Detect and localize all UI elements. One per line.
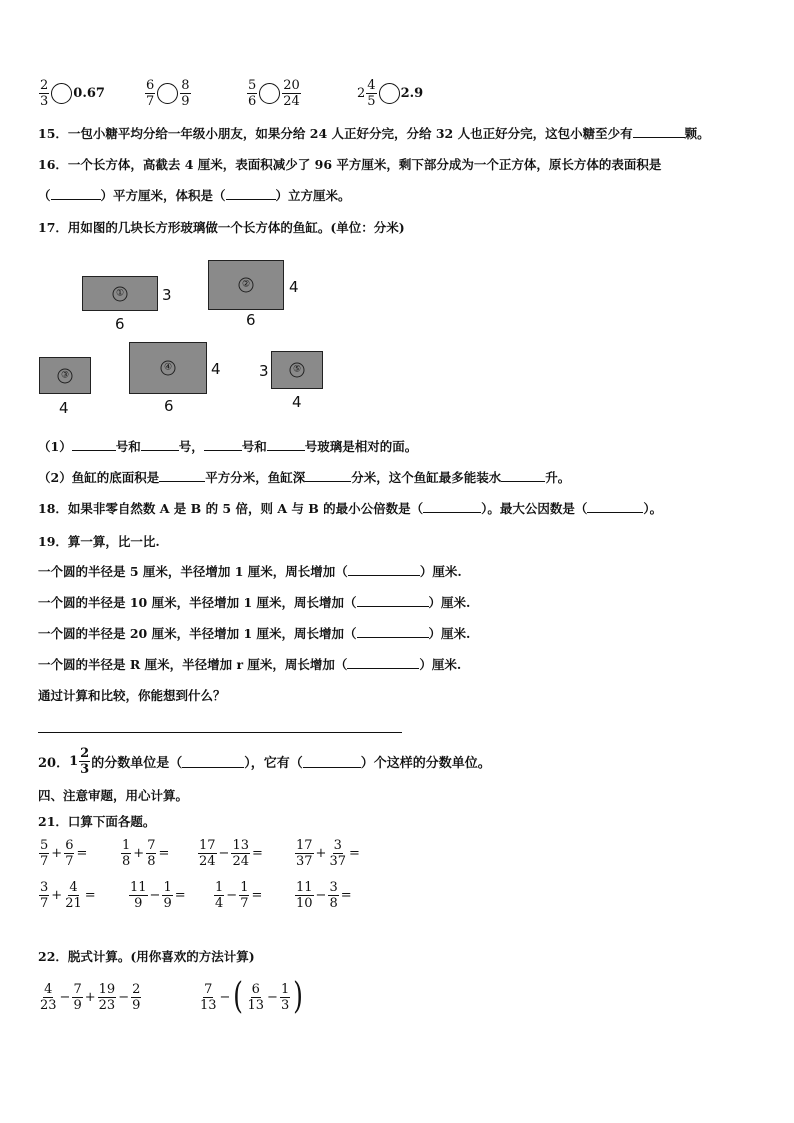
pane-3-bottom: 4 <box>59 399 69 417</box>
pane-4-bottom: 6 <box>164 397 174 415</box>
fraction: $\frac{6}{7}$ <box>65 838 74 869</box>
pane-2-side: 4 <box>289 278 299 296</box>
fraction: $\frac{1}{8}$ <box>122 838 131 869</box>
question-20: 20． 1 $\frac{2}{3}$ 的分数单位是（ ），它有（ ）个这样的分数单位。 <box>38 746 491 777</box>
fraction: $\frac{1}{4}$ <box>215 880 224 911</box>
operator: + <box>315 846 327 861</box>
answer-blank[interactable] <box>141 438 179 451</box>
question-16-line2: （ ）平方厘米，体积是（ ）立方厘米。 <box>38 188 351 203</box>
equals-sign: = <box>349 846 360 861</box>
equals-sign: = <box>174 888 186 903</box>
equals-sign: = <box>76 846 88 861</box>
mental-math-item <box>38 880 97 911</box>
answer-blank[interactable] <box>159 469 205 482</box>
fraction: $\frac{3}{7}$ <box>40 880 49 911</box>
answer-blank[interactable] <box>357 594 429 607</box>
question-17-part1: （1） 号和 号， 号和 号玻璃是相对的面。 <box>38 439 418 454</box>
answer-line[interactable] <box>38 732 402 733</box>
question-19-row-2: 一个圆的半径是 10 厘米，半径增加 1 厘米，周长增加（ ）厘米. <box>38 595 471 610</box>
fraction: $\frac{11}{10}$ <box>296 880 313 911</box>
compare-circle[interactable] <box>157 83 178 104</box>
question-17-part2: （2）鱼缸的底面积是 平方分米，鱼缸深 分米，这个鱼缸最多能装水 升。 <box>38 470 571 485</box>
equals-sign: = <box>84 888 96 903</box>
expression-1: $\frac{4}{23}$ − $\frac{7}{9}$ + $\frac{19}{23}$ − $\frac{2}{9}$ <box>40 982 141 1013</box>
answer-blank[interactable] <box>182 755 244 768</box>
compare-circle[interactable] <box>259 83 280 104</box>
pane-5-bottom: 4 <box>292 393 302 411</box>
mental-math-item <box>294 838 361 869</box>
mental-math-item <box>197 838 264 869</box>
compare-item-4: 2 $\frac{4}{5}$ 2.9 <box>357 78 424 109</box>
pane-1-bottom: 6 <box>115 315 125 333</box>
question-16-line1: 16．一个长方体，高截去 4 厘米，表面积减少了 96 平方厘米，剩下部分成为一个正方体，原长方体的表面积是 <box>38 157 662 172</box>
pane-5-side: 3 <box>259 362 269 380</box>
fraction: $\frac{1}{7}$ <box>240 880 249 911</box>
answer-blank[interactable] <box>204 438 242 451</box>
question-19-title: 19．算一算，比一比. <box>38 534 160 549</box>
fraction: $\frac{7}{8}$ <box>147 838 156 869</box>
glass-pane-4: ④ <box>129 342 207 394</box>
fraction: $\frac{1}{9}$ <box>163 880 172 911</box>
fraction: $\frac{5}{7}$ <box>40 838 49 869</box>
answer-blank[interactable] <box>357 625 429 638</box>
fraction: $\frac{11}{9}$ <box>130 880 147 911</box>
pane-4-side: 4 <box>211 360 221 378</box>
operator: − <box>226 888 238 903</box>
answer-blank[interactable] <box>423 500 481 513</box>
answer-blank[interactable] <box>267 438 305 451</box>
question-19-ask: 通过计算和比较，你能想到什么？ <box>38 688 226 703</box>
question-21-title: 21．口算下面各题。 <box>38 814 156 829</box>
fraction: $\frac{13}{24}$ <box>232 838 249 869</box>
question-19-row-3: 一个圆的半径是 20 厘米，半径增加 1 厘米，周长增加（ ）厘米. <box>38 626 471 641</box>
compare-item-3: $\frac{5}{6}$ $\frac{20}{24}$ <box>248 78 300 109</box>
answer-blank[interactable] <box>51 187 101 200</box>
answer-blank[interactable] <box>633 125 685 138</box>
fraction: $\frac{2}{3}$ <box>40 78 49 109</box>
operator: − <box>149 888 161 903</box>
operator: + <box>133 846 145 861</box>
glass-pane-1: ① <box>82 276 158 311</box>
fraction: $\frac{3}{37}$ <box>329 838 346 869</box>
mental-math-item <box>120 838 170 869</box>
mental-math-item <box>213 880 263 911</box>
answer-blank[interactable] <box>348 563 420 576</box>
compare-circle[interactable] <box>379 83 400 104</box>
mental-math-item <box>294 880 353 911</box>
fraction: $\frac{17}{37}$ <box>296 838 313 869</box>
pane-2-bottom: 6 <box>246 311 256 329</box>
expression-2: $\frac{7}{13}$ − ( $\frac{6}{13}$ − $\frac{1}{3}$ ) <box>200 976 304 1017</box>
answer-blank[interactable] <box>587 500 643 513</box>
question-19-row-1: 一个圆的半径是 5 厘米，半径增加 1 厘米，周长增加（ ）厘米. <box>38 564 462 579</box>
mental-math-item <box>38 838 88 869</box>
section-4-heading: 四、注意审题，用心计算。 <box>38 788 189 803</box>
answer-blank[interactable] <box>226 187 276 200</box>
question-18: 18．如果非零自然数 A 是 B 的 5 倍，则 A 与 B 的最小公倍数是（ ）。最大公因数是（ ）。 <box>38 501 663 516</box>
glass-pane-3: ③ <box>39 357 91 394</box>
glass-pane-5: ⑤ <box>271 351 323 389</box>
glass-pane-2: ② <box>208 260 284 310</box>
equals-sign: = <box>340 888 352 903</box>
answer-blank[interactable] <box>72 438 116 451</box>
fraction: $\frac{4}{21}$ <box>65 880 82 911</box>
fraction: $\frac{17}{24}$ <box>199 838 216 869</box>
question-17: 17．用如图的几块长方形玻璃做一个长方体的鱼缸。(单位：分米) <box>38 220 405 235</box>
question-22-title: 22．脱式计算。(用你喜欢的方法计算) <box>38 949 255 964</box>
equals-sign: = <box>158 846 170 861</box>
mental-math-item <box>128 880 187 911</box>
compare-circle[interactable] <box>51 83 72 104</box>
operator: − <box>315 888 327 903</box>
fraction: $\frac{3}{8}$ <box>329 880 338 911</box>
answer-blank[interactable] <box>305 469 351 482</box>
answer-blank[interactable] <box>501 469 545 482</box>
pane-1-side: 3 <box>162 286 172 304</box>
operator: + <box>51 888 63 903</box>
mixed-fraction: $\frac{2}{3}$ <box>80 746 90 777</box>
equals-sign: = <box>252 846 263 861</box>
compare-item-1: $\frac{2}{3}$ 0.67 <box>40 78 105 109</box>
answer-blank[interactable] <box>347 656 419 669</box>
answer-blank[interactable] <box>303 755 361 768</box>
question-19-row-4: 一个圆的半径是 R 厘米，半径增加 r 厘米，周长增加（ ）厘米. <box>38 657 462 672</box>
equals-sign: = <box>251 888 263 903</box>
operator: − <box>218 846 230 861</box>
compare-item-2: $\frac{6}{7}$ $\frac{8}{9}$ <box>146 78 190 109</box>
question-15: 15．一包小糖平均分给一年级小朋友，如果分给 24 人正好分完，分给 32 人也正好分完，这包小糖至少有 颗。 <box>38 126 710 141</box>
operator: + <box>51 846 63 861</box>
